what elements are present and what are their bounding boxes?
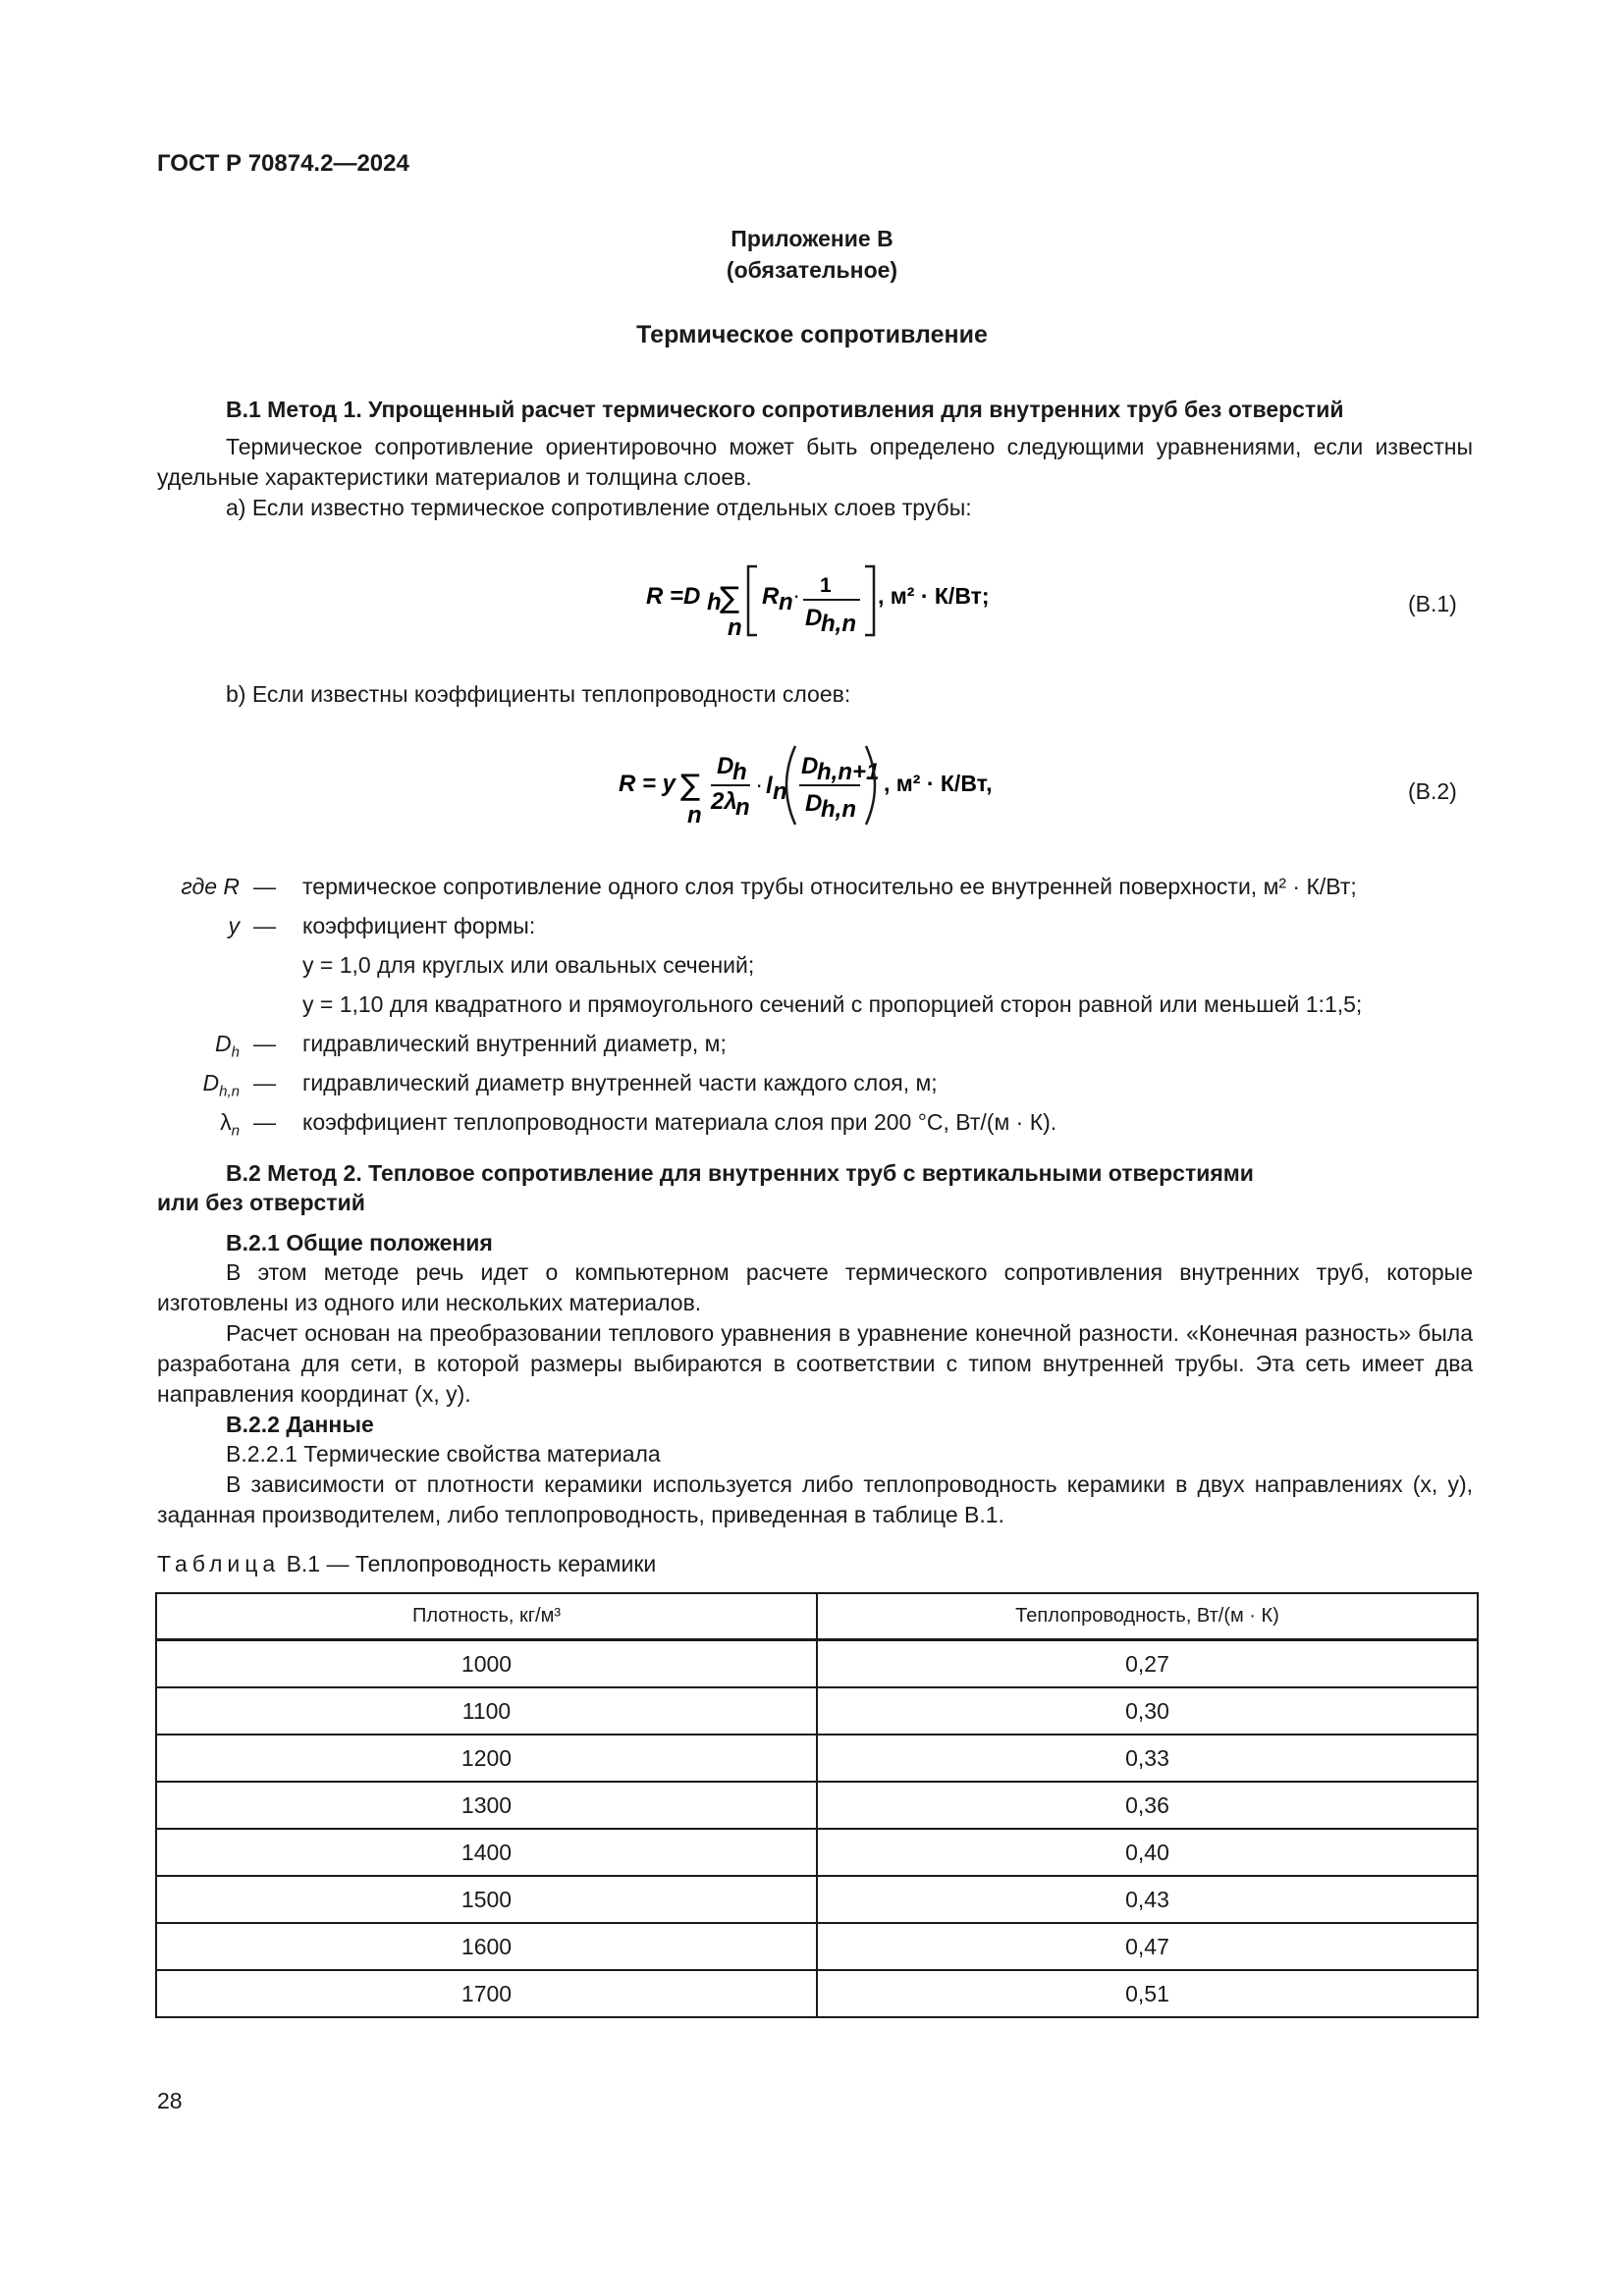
where-dash: — <box>253 1109 276 1135</box>
table-row <box>156 1970 1478 2017</box>
table-cell-density: 1000 <box>156 1640 817 1688</box>
table-row <box>156 1829 1478 1876</box>
eq1-sub-h: h <box>707 589 722 615</box>
eq1-sub-n: n <box>779 589 793 615</box>
where-row-dhn <box>0 1070 1624 1103</box>
eq2-ln-num: D <box>801 753 819 779</box>
where-text-dhn: гидравлический диаметр внутренней части каждого слоя, м; <box>302 1070 938 1095</box>
left-paren-icon <box>786 746 795 825</box>
eq2-units: , м² · К/Вт, <box>884 771 993 796</box>
where-row-lambda <box>0 1109 1624 1143</box>
b2-heading: В.2 Метод 2. Тепловое сопротивление для внутренних труб с вертикальными отверстиями или без отверстий <box>157 1160 1254 1215</box>
eq1-denominator-sub: h,n <box>821 611 856 637</box>
b22-heading: В.2.2 Данные <box>226 1412 374 1437</box>
annex-status: (обязательное) <box>726 257 898 283</box>
table-cell-density: 1500 <box>156 1876 817 1923</box>
where-row-y <box>0 913 1624 946</box>
table-cell-conductivity: 0,27 <box>817 1640 1478 1688</box>
table-cell-conductivity: 0,30 <box>817 1687 1478 1735</box>
b21-paragraph-2: Расчет основан на преобразовании теплового уравнения в уравнение конечной разности. «Конечная разность» была разработана для сети, в которой размеры выбираются в соответствии с типом внутренней трубы. Эта сеть имеет два направления координат (x, y). <box>157 1320 1473 1407</box>
where-dash: — <box>253 1031 276 1056</box>
table-cell-conductivity: 0,40 <box>817 1829 1478 1876</box>
table-cell-density: 1600 <box>156 1923 817 1970</box>
table-cell-conductivity: 0,47 <box>817 1923 1478 1970</box>
eq2-ln-den: D <box>805 790 823 817</box>
section-title: Термическое сопротивление <box>636 321 988 348</box>
table-cell-density: 1300 <box>156 1782 817 1829</box>
b221-paragraph: В зависимости от плотности керамики используется либо теплопроводность керамики в двух направлениях (x, y), заданная производителем, либо теплопроводность, приведенная в таблице В.1. <box>157 1471 1473 1527</box>
table-cell-density: 1200 <box>156 1735 817 1782</box>
where-text-dh: гидравлический внутренний диаметр, м; <box>302 1031 727 1056</box>
table-caption-label: Таблица <box>157 1551 281 1576</box>
table-header-conductivity: Теплопроводность, Вт/(м · К) <box>817 1593 1478 1640</box>
eq2-ln: l <box>766 773 773 799</box>
right-bracket-icon <box>865 566 874 635</box>
case-a-text: а) Если известно термическое сопротивление отдельных слоев трубы: <box>226 495 972 520</box>
b1-heading: В.1 Метод 1. Упрощенный расчет термического сопротивления для внутренних труб без отверстий <box>226 397 1344 422</box>
annex-title: Приложение В <box>731 226 893 251</box>
right-paren-icon <box>866 746 875 825</box>
eq1-lhs: R =D <box>646 583 701 610</box>
equation-b1-graphic <box>628 555 1041 643</box>
where-symbol-dh: $D_h$ <box>215 1031 240 1061</box>
where-symbol-y: y <box>228 913 240 938</box>
equation-b2-graphic <box>609 736 1041 829</box>
eq1-denominator: D <box>805 605 823 631</box>
equation-b2 <box>609 736 1041 829</box>
eq2-dot: · <box>756 774 763 798</box>
eq1-numerator: 1 <box>820 574 832 597</box>
where-text-r: термическое сопротивление одного слоя трубы относительно ее внутренней поверхности, м² · К/Вт; <box>302 874 1357 899</box>
table-cell-density: 1400 <box>156 1829 817 1876</box>
eq2-ln-num-sub: h,n+1 <box>817 759 880 785</box>
eq2-ln-den-sub: h,n <box>821 796 856 823</box>
table-cell-conductivity: 0,33 <box>817 1735 1478 1782</box>
where-symbol-lambda: $\lambda_n$ <box>220 1109 240 1140</box>
table-cell-conductivity: 0,43 <box>817 1876 1478 1923</box>
table-cell-conductivity: 0,36 <box>817 1782 1478 1829</box>
eq2-den: 2λ <box>711 788 737 815</box>
table-row <box>156 1923 1478 1970</box>
b21-paragraph-1: В этом методе речь идет о компьютерном расчете термического сопротивления внутренних труб, которые изготовлены из одного или нескольких материалов. <box>157 1259 1473 1315</box>
where-text-y: коэффициент формы: <box>302 913 536 938</box>
where-text-y-case1: y = 1,0 для круглых или овальных сечений; <box>302 952 755 978</box>
table-cell-density: 1100 <box>156 1687 817 1735</box>
table-row <box>156 1735 1478 1782</box>
eq2-sum-index: n <box>687 802 702 828</box>
table-row <box>156 1687 1478 1735</box>
case-b-text: b) Если известны коэффициенты теплопроводности слоев: <box>226 681 851 707</box>
where-text-lambda: коэффициент теплопроводности материала слоя при 200 °С, Вт/(м · К). <box>302 1109 1057 1135</box>
page-number: 28 <box>157 2088 183 2113</box>
where-symbol-r: где R <box>181 874 240 899</box>
where-symbol-dhn: $D_{h,n}$ <box>202 1070 240 1100</box>
equation-b1 <box>628 555 1041 643</box>
where-row-dh <box>0 1031 1624 1064</box>
where-dash: — <box>253 913 276 938</box>
table-row <box>156 1782 1478 1829</box>
thermal-conductivity-table <box>155 1592 1479 2018</box>
equation-b2-number: (В.2) <box>1408 778 1457 804</box>
sum-icon-2: ∑ <box>680 769 701 803</box>
eq1-rn: R <box>762 583 780 610</box>
eq2-ln-sub: n <box>773 778 787 805</box>
where-dash: — <box>253 1070 276 1095</box>
eq2-num: D <box>717 753 734 779</box>
table-header-density: Плотность, кг/м³ <box>156 1593 817 1640</box>
where-dash: — <box>253 874 276 899</box>
table-cell-density: 1700 <box>156 1970 817 2017</box>
eq2-num-sub: h <box>732 759 747 785</box>
b21-heading: В.2.1 Общие положения <box>226 1230 493 1255</box>
where-row-y-case2 <box>0 991 1624 1025</box>
eq2-den-sub: n <box>735 794 750 821</box>
table-caption <box>157 1551 656 1577</box>
table-header-row <box>156 1593 1478 1640</box>
table-row <box>156 1876 1478 1923</box>
eq1-dot: · <box>793 585 800 609</box>
where-text-y-case2: y = 1,10 для квадратного и прямоугольного сечений с пропорцией сторон равной или меньшей 1:1,5; <box>302 991 1363 1017</box>
left-bracket-icon <box>748 566 757 635</box>
eq1-units: , м² · К/Вт; <box>878 583 990 609</box>
equation-b1-number: (В.1) <box>1408 591 1457 616</box>
document-code: ГОСТ Р 70874.2—2024 <box>157 150 409 177</box>
eq2-lhs: R = y <box>619 771 677 797</box>
where-row-r <box>0 874 1624 907</box>
b1-intro: Термическое сопротивление ориентировочно может быть определено следующими уравнениями, если известны удельные характеристики материалов и толщина слоев. <box>157 434 1473 490</box>
where-row-y-case1 <box>0 952 1624 986</box>
table-caption-text: В.1 — Теплопроводность керамики <box>280 1551 657 1576</box>
table-cell-conductivity: 0,51 <box>817 1970 1478 2017</box>
b221-heading: В.2.2.1 Термические свойства материала <box>226 1441 661 1467</box>
eq1-sum-index: n <box>728 614 742 641</box>
table-row <box>156 1640 1478 1688</box>
sum-icon: ∑ <box>720 581 740 615</box>
